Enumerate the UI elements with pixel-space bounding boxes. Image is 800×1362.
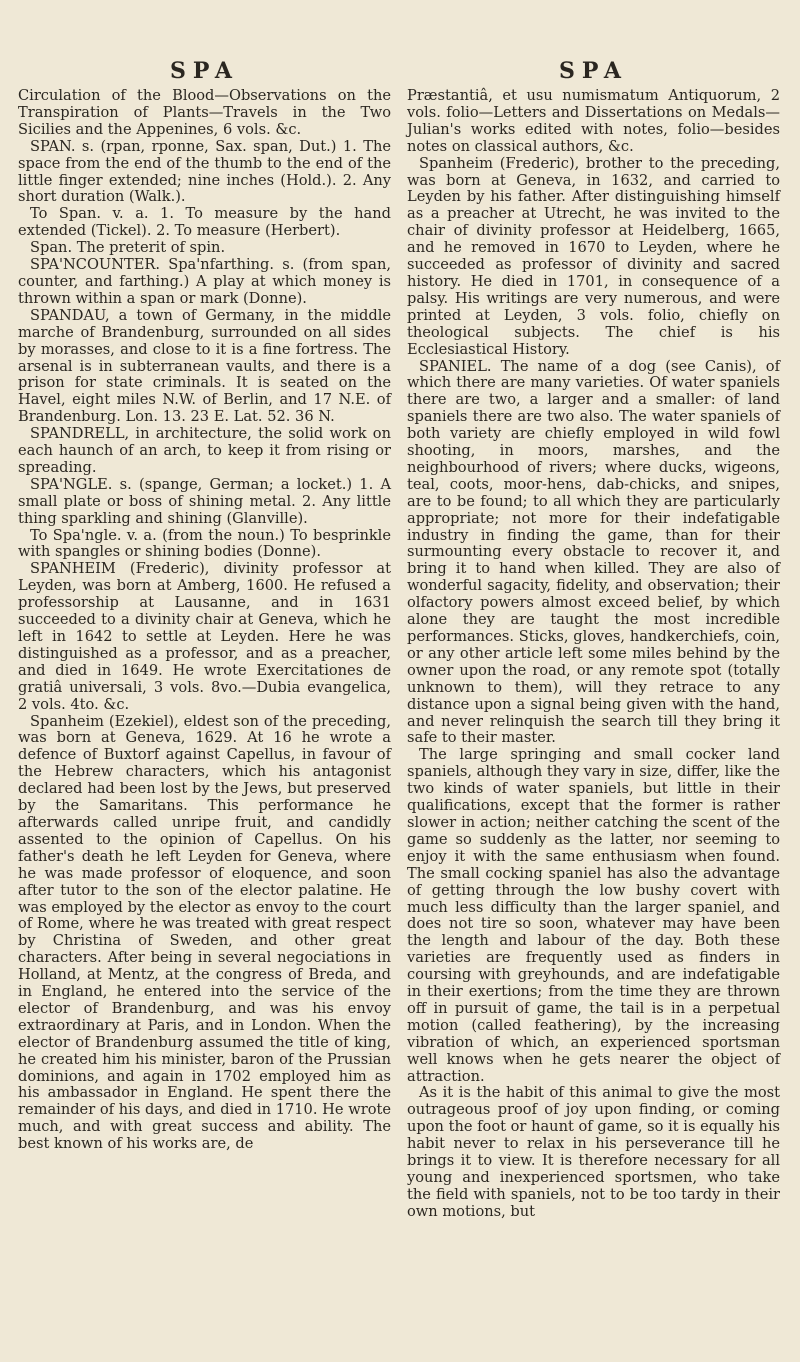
entry-spanheim-ezekiel: Spanheim (Ezekiel), eldest son of the preceding, was born at Geneva, 1629. At 16 he wrote a defence of Buxtorf against Capellus, in favour of the Hebrew characters, which his antagonist declared had been lost by the Jews, but preserved by the Samaritans. This performance he afterwards called unripe fruit, and candidly assented to the opinion of Capellus. On his father's death he left Leyden for Geneva, where he was made professor of eloquence, and soon after tutor to the son of the elector palatine. He was employed by the elector as envoy to the court of Rome, where he was treated with great respect by Christina of Sweden, and other great characters. After being in several negociations in Holland, at Mentz, at the congress of Breda, and in England, he entered into the service of the elector of Brandenburg, and was his envoy extraordinary at Paris, and in London. When the elector of Brandenburg assumed the title of king, he created him his minister, baron of the Prussian dominions, and again in 1702 employed him as his ambassador in England. He spent there the remainder of his days, and died in 1710. He wrote much, and with great success and ability. The best known of his works are, de bbox=[18, 712, 391, 1153]
entry-span-preterit: Span. The preterit of spin. bbox=[30, 239, 226, 257]
entry-span: SPAN. s. (rpan, rponne, Sax. span, Dut.) 1. The space from the end of the thumb to the end of the little finger extended; nine inches (Hold.). 2. Any short duration (Walk.). bbox=[18, 137, 391, 206]
entry-spanheim-frederic: SPANHEIM (Frederic), divinity professor at Leyden, was born at Amberg, 1600. He refused a professorship at Lausanne, and in 1631 succeeded to a divinity chair at Geneva, which he left in 1642 to settle at Leyden. Here he was distinguished as a professor, and as a preacher, and died in 1649. He wrote Exercitationes de gratiâ universali, 3 vols. 8vo.—Dubia evangelica, 2 vols. 4to. &c. bbox=[18, 560, 391, 713]
entry-to-spangle: To Spa'ngle. v. a. (from the noun.) To besprinkle with spangles or shining bodies (Donne). bbox=[18, 526, 391, 561]
left-column-text bbox=[18, 88, 391, 1153]
running-header-left: SPA bbox=[170, 58, 239, 84]
right-column bbox=[407, 14, 780, 1362]
entry-spancounter: SPA'NCOUNTER. Spa'nfarthing. s. (from span, counter, and farthing.) A play at which money is thrown within a span or mark (Donne). bbox=[18, 256, 391, 307]
entry-spandrell: SPANDRELL, in architecture, the solid work on each haunch of an arch, to keep it from rising or spreading. bbox=[18, 425, 391, 476]
left-column bbox=[18, 14, 391, 1362]
right-column-text bbox=[407, 88, 780, 1221]
entry-spaniel: SPANIEL. The name of a dog (see Canis), of which there are many varieties. Of water spaniels there are two, a larger and a smaller: of land spaniels there are two also. The water spaniels of both variety are chiefly employed in wild fowl shooting, in moors, marshes, and the neighbourhood of rivers; where ducks, wigeons, teal, coots, moor-hens, dab-chicks, and snipes, are to be found; to all which they are particularly appropriate; not more for their indefatigable industry in finding the game, than for their surmounting every obstacle to recover it, and bring it to hand when killed. They are also of wonderful sagacity, fidelity, and observation; their olfactory powers almost exceed belief, by which alone they are taught the most incredible performances. Sticks, gloves, handkerchiefs, coin, or any other article left some miles behind by the owner upon the road, or any remote spot (totally unknown to them), will they retrace to any distance upon a signal being given with the hand, and never relinquish the search till they bring it safe to their master. bbox=[407, 357, 780, 747]
entry-to-span: To Span. v. a. 1. To measure by the hand extended (Tickel). 2. To measure (Herbert). bbox=[18, 205, 391, 240]
entry-spanheim-frederic-brother: Spanheim (Frederic), brother to the preceding, was born at Geneva, in 1632, and carried to Leyden by his father. After distinguishing himself as a preacher at Utrecht, he was invited to the chair of divinity professor at Heidelberg, 1665, and he removed in 1670 to Leyden, where he succeeded as professor of divinity and sacred history. He died in 1701, in consequence of a palsy. His writings are very numerous, and were printed at Leyden, 3 vols. folio, chiefly on theological subjects. The chief is his Ecclesiastical History. bbox=[407, 154, 780, 358]
paragraph: As it is the habit of this animal to give the most outrageous proof of joy upon finding, or coming upon the foot or haunt of game, so it is equally his habit never to relax in his perseverance till he brings it to view. It is therefore necessary for all young and inexperienced sportsmen, who take the field with spaniels, not to be too tardy in their own motions, but bbox=[407, 1084, 780, 1220]
paragraph: The large springing and small cocker land spaniels, although they vary in size, differ, like the two kinds of water spaniels, but little in their qualifications, except that the former is rather slower in action; neither catching the scent of the game so suddenly as the latter, nor seeming to enjoy it with the same enthusiasm when found. The small cocking spaniel has also the advantage of getting through the low bushy covert with much less difficulty than the larger spaniel, and does not tire so soon, whatever may have been the length and labour of the day. Both these varieties are frequently used as finders in coursing with greyhounds, and are indefatigable in their exertions; from the time they are thrown off in pursuit of game, the tail is in a perpetual motion (called feathering), by the increasing vibration of which, an experienced sportsman well knows when he gets nearer the object of attraction. bbox=[407, 746, 780, 1085]
paragraph: Præstantiâ, et usu numismatum Antiquorum, 2 vols. folio—Letters and Dissertations on Medals—Julian's works edited with notes, folio—besides notes on classical authors, &c. bbox=[407, 87, 780, 155]
entry-spangle: SPA'NGLE. s. (spange, German; a locket.) 1. A small plate or boss of shining metal. 2. Any little thing sparkling and shining (Glanville). bbox=[18, 475, 391, 527]
paragraph: Circulation of the Blood—Observations on the Transpiration of Plants—Travels in the Two Sicilies and the Appenines, 6 vols. &c. bbox=[18, 87, 391, 138]
running-header-right: SPA bbox=[559, 58, 628, 84]
entry-spandau: SPANDAU, a town of Germany, in the middle marche of Brandenburg, surrounded on all sides by morasses, and close to it is a fine fortress. The arsenal is in subterranean vaults, and there is a prison for state criminals. It is seated on the Havel, eight miles N.W. of Berlin, and 17 N.E. of Brandenburg. Lon. 13. 23 E. Lat. 52. 36 N. bbox=[18, 306, 391, 426]
